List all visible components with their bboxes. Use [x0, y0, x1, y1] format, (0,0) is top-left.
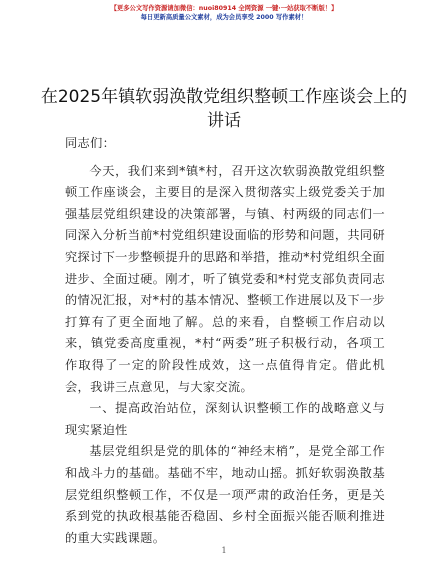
document-title: 在2025年镇软弱涣散党组织整顿工作座谈会上的讲话	[40, 87, 408, 131]
page-number: 1	[221, 546, 227, 555]
section-heading: 一、提高政治站位，深刻认识整顿工作的战略意义与现实紧迫性	[65, 401, 385, 437]
promo-banner-line2: 每日更新高质量公文素材，成为会员享受 2000 写作素材！	[140, 14, 308, 21]
promo-banner	[0, 4, 448, 22]
promo-banner-line1: 【更多公文写作资源请加微信：nuoi80914 全网资源 一键·一站获取不断版！】	[110, 5, 338, 12]
paragraph-section-1: 基层党组织是党的肌体的“神经末梢”，是党全部工作和战斗力的基础。基础不牢，地动山摇。抓好软弱涣散基层党组织整顿工作，不仅是一项严肃的政治任务，更是关系到党的执政根基能否稳固、乡村全面振兴能否顺利推进的重大实践课题。	[65, 444, 385, 545]
salutation: 同志们：	[65, 136, 116, 150]
document-body	[65, 133, 385, 549]
paragraph-intro: 今天，我们来到*镇*村，召开这次软弱涣散党组织整顿工作座谈会，主要目的是深入贯彻落实上级党委关于加强基层党组织建设的决策部署，与镇、村两级的同志们一同深入分析当前*村党组织建设面临的形势和问题，共同研究探讨下一步整顿提升的思路和举措，推动*村党组织全面进步、全面过硬。刚才，听了镇党委和*村党支部负责同志的情况汇报，对*村的基本情况、整顿工作进展以及下一步打算有了更全面地了解。总的来看，自整顿工作启动以来，镇党委高度重视，*村“两委”班子积极行动，各项工作取得了一定的阶段性成效，这一点值得肯定。借此机会，我讲三点意见，与大家交流。	[65, 163, 385, 394]
